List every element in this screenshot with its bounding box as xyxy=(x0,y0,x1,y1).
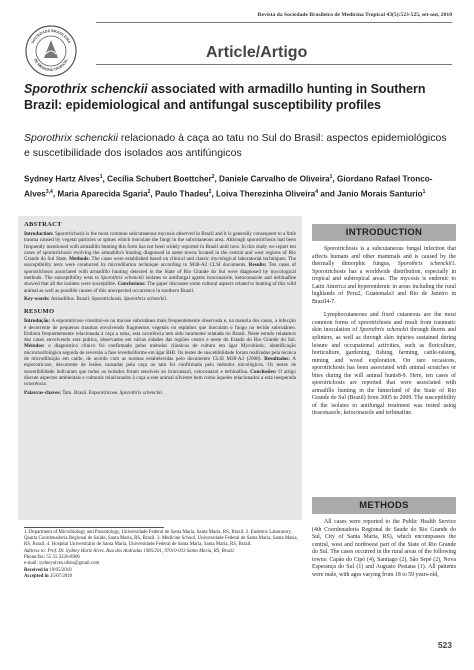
methods-paragraph-1: All cases were reported to the Public Health Service (4th Coordenadoria Regional de Saude do Rio Grande do Sul, City of Santa Maria, RS), which encompasses the central, west and northwest part of the State of Rio Grande do Sul. The cases occurred in the rural areas of the following towns: Capão do Cipó (4), Santiago (2), São Sepé (2), Nova Esperança do Sul (1) and Augusto Pestana (1). All patients were male, with ages varying from 18 to 59 years-old, xyxy=(312,519,456,578)
author-name: Sydney Hartz Alves xyxy=(24,174,100,184)
author-name: Cecília Schubert Boettcher xyxy=(107,174,212,184)
author-list: Sydney Hartz Alves$^1$, Cecília Schubert Boettcher$^2$, Daniele Carvalho de Oliveira$^1$, Giordano Rafael Tronco-Alves$^{3,4}$, Maria Aparecida Sgaria$^2$, Paulo Thadeu$^2$, Loiva Therezinha Oliveira$^4$ and Janio Morais Santurio$^1$ xyxy=(24,174,433,199)
title-english xyxy=(24,81,454,113)
accepted-date: Accepted in 15/07/2010 xyxy=(24,573,73,579)
email: e-mail: sydneyalves.ufsm@gmail.com xyxy=(24,561,100,567)
title-en-species: Sporothrix schenckii xyxy=(24,82,148,96)
introduction-body xyxy=(312,246,456,418)
abstract-box xyxy=(18,216,302,520)
methods-body xyxy=(312,519,456,579)
author-name: Maria Aparecida Sgaria xyxy=(57,189,148,199)
author-affiliation: 1 xyxy=(329,174,333,180)
author-name: Loiva Therezinha Oliveira xyxy=(216,189,316,199)
abstract-text: Introduction: Sporotrichosis is the most common subcutaneous mycosis observed in Brazil and it is generally consequent to a little trauma caused by vegetal particles or spines which inoculate the fungi in the subcutaneous area. Although sporotrichosis had been frequently mentioned with armadillo hunting this form has not been widely reported in Brazil until now. In this study we report ten cases of sporotrichosis evolving the armadillo's hunting diagnosed in some towns located in the central and west regions of Rio Grande do Sul State. Methods: The cases were established based on clinical and classic mycological laboratorial techniques. The susceptibility tests were conducted by microdilution technique according to M38-A2 CLSI documents. Results: Ten cases of sporotrichosis associated with armadillo hunting detected in the State of Rio Grande do Sul were diagnosed by mycological methods. The susceptibility tests to Sporothrix schenckii isolates to antifungal agents itraconazole, ketoconazole and terbinafine showed that all the isolates were susceptible. Conclusions: The paper discusses some cultural aspects related to hunting of this wild animal as well as possible causes of this unexpected occurrence in southern Brazil. xyxy=(24,231,297,294)
intro-paragraph-2: Lymphocutaneous and fixed cutaneous are the most common forms of sporotrichosis and result from traumatic skin inoculation of Sporothrix schenckii through thorns and splinters, as well as through skin injuries sustained during leisure and occupational activities, such as floriculture, horticulture, gardening, fishing, farming, cattle-raising, mining and wood exploration. On rare occasions, sporotrichosis has been associated with animal scratches or bites during the will animal hunts8-9. Here, ten cases of sporotrichosis are reported that were associated with armadillo hunting in the hinterland of the State of Rio Grande do Sul (Brazil) from 2005 to 2009. The susceptibility of the isolates to antifungal treatment was tested using itraconazole, ketoconazole and terbinafine. xyxy=(312,312,457,417)
author-name: Paulo Thadeu xyxy=(154,189,209,199)
top-divider xyxy=(96,22,452,23)
page-number: 523 xyxy=(437,640,452,650)
author-affiliation: 3,4 xyxy=(45,189,53,196)
title-pt-rest: relacionado à caça ao tatu no Sul do Brasil: aspectos epidemiológicos e suscetibilidade dos isolados aos antifúngicos xyxy=(24,132,447,159)
title-pt-species: Sporothrix schenckii xyxy=(24,132,118,144)
footnotes xyxy=(24,530,304,580)
article-type-label: Article/Artigo xyxy=(206,44,308,61)
logo-text-bottom: DE MEDICINA TROPICAL xyxy=(33,58,69,73)
intro-paragraph-1: Sporotrichosis is a subcutaneous fungal infection that affects humans and other mammals and is caused by the thermally dimorphic fungus, Sporothrix schenckii1. Sporotrichosis has a worldwide distribution, especially in tropical and subtropical areas. The mycosis is endemic to Latin America and hyperendemic in areas including the rural highlands of Peru2, Guatemala3 and Rio de Janeiro in Brazil4-7. xyxy=(312,246,457,305)
journal-citation: Revista da Sociedade Brasileira de Medicina Tropical 43(5):523-525, set-out, 2010 xyxy=(257,12,452,18)
abstract-heading: ABSTRACT xyxy=(24,221,62,228)
logo-text-top: SOCIEDADE BRASILEIRA xyxy=(30,28,72,45)
author-name: Janio Morais Santurio xyxy=(337,189,423,199)
author-affiliation: 1 xyxy=(99,174,103,180)
introduction-heading: INTRODUCTION xyxy=(312,224,456,241)
author-affiliation: 2 xyxy=(147,189,151,196)
resumo-keywords: Palavras-chaves: Tatu. Brasil. Esporotricose. Sporothrix schenckii. xyxy=(24,389,164,396)
author-name: Daniele Carvalho de Oliveira xyxy=(219,174,330,184)
abstract-keywords: Key-words: Armadillos. Brazil. Sporotrichosis. Sporothrix schenckii. xyxy=(24,295,168,302)
title-portuguese xyxy=(24,131,454,160)
title-en-rest: associated with armadillo hunting in Southern Brazil: epidemiological and antifungal susceptibility profiles xyxy=(24,82,426,112)
author-affiliation: 1 xyxy=(422,189,426,196)
author-affiliation: 2 xyxy=(211,174,215,180)
resumo-text: Introdução: A esporotricose constitui-se na micose subcutânea mais frequentemente observada e, na maioria dos casos, a infecção é decorrente de pequenos traumas envolvendo fragmentos vegetais ou espinhos que inoculam o fungo no tecido subcutâneo. Embora frequentemente relacionada à caça a tatus, esta ocorrência tem sido raramente relatada no Brasil. Neste estudo relatamos dez casos envolvendo esta prática, observados em várias cidades das regiões centro e oeste do Estado do Rio Grande do Sul. Métodos: o diagnóstico clínico foi confirmado pelos métodos clássicos de cultura em ágar Mycobiotic, identificação micromorfológica seguida de reversão a fase leveduriforme em ágar BHI. Os testes de suscetibilidade foram realizados pela técnica de microdiluição em caldo, de acordo com as normas estabelecidas pelo documento CLSI M38-A2 (2008). Resultados: A esporotricose, decorrente de lesões causadas pela caça ao tatu foi confirmada pelo métodos micológicos. Os testes de suscetibilidade indicaram que todos os isolados foram sensíveis ao itraconazol, cetoconazol e terbinafina. Conclusões: O artigo discute aspectos ambientais e culturais relacionados à caça a este animal silvestre bem como àqueles relacionados a esta inesperada ocorrência. xyxy=(24,318,296,388)
author-affiliation: 2 xyxy=(208,189,212,196)
article-divider xyxy=(96,64,452,65)
received-date: Received in 19/05/2010 xyxy=(24,567,72,573)
resumo-heading: RESUMO xyxy=(24,308,55,316)
affiliations: 1. Department of Microbiology and Parasitology, Universidade Federal de Santa Maria, Santa Maria, RS, Brazil. 2. Endemic Laboratory, Quarta Coordenadoria Regional de Saúde, Santa Maria, RS, Brazil. 3. Medicine School, Universidade Federal de Santa Maria, Santa Maria, RS, Brazil. 4. Hospital Universitário de Santa Maria, Universidade Federal de Santa Maria, Santa Maria, RS, Brazil. xyxy=(24,530,298,548)
author-affiliation: 4 xyxy=(315,189,318,196)
methods-heading: METHODS xyxy=(312,497,456,514)
correspondence-address: Address to: Prof. Dr. Sydney Hartz Alves. Rua dos Andradas 1985/201, 97010-033 Santa Maria, RS, Brazil. xyxy=(24,549,235,555)
author-name: Giordano Rafael Tronco-Alves xyxy=(24,174,433,199)
phone: Phone/fax: 55 55 3220-8906 xyxy=(24,555,80,561)
footnote-divider xyxy=(24,527,164,528)
society-logo xyxy=(24,24,78,78)
